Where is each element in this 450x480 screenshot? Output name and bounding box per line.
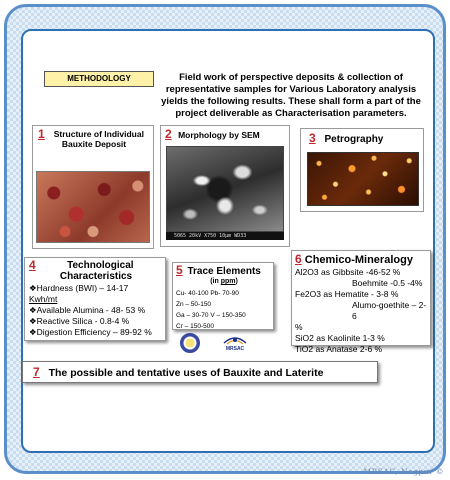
panel-number: 2: [165, 127, 172, 141]
panel-trace-elements: [172, 262, 274, 330]
trace-line: Zn – 50-150: [176, 301, 212, 308]
panel-number: 7: [33, 365, 40, 379]
panel-title: Trace Elements: [187, 266, 261, 277]
trace-line: Ga – 30-70 V – 150-350: [176, 312, 246, 319]
panel-number: 3: [309, 131, 316, 145]
petrography-photo: [307, 152, 419, 206]
bauxite-deposit-photo: [36, 171, 150, 243]
satellite-icon: [222, 333, 248, 347]
chem-line: Al2O3 as Gibbsite -46-52 %: [295, 267, 401, 277]
methodology-label: METHODOLOGY: [44, 71, 154, 87]
panel-title: Structure of Individual Bauxite Deposit: [53, 129, 144, 149]
chem-line: SiO2 as Kaolinite 1-3 %: [295, 333, 385, 343]
tech-item: ❖Digestion Efficiency – 89-92 %: [29, 327, 152, 337]
panel-number: 4: [29, 258, 36, 272]
trace-line: Cr – 150-500: [176, 323, 214, 330]
methodology-intro: Field work of perspective deposits & collection of representative samples for Various Laboratory analysis yields the following results. These shall form a part of the project deliverable as Characterisation parameters.: [161, 72, 421, 119]
panel-technological: [24, 257, 166, 341]
footer-credit: MRSAC, Nagpur ©: [363, 467, 444, 476]
chem-line: Alumo-goethite – 2-6: [352, 300, 427, 321]
institute-logo: [180, 333, 200, 353]
chem-line: Fe2O3 as Hematite - 3-8 %: [295, 289, 399, 299]
mrsac-logo-text: MRSAC: [225, 346, 245, 352]
tech-item: ❖Hardness (BWI) – 14-17: [29, 283, 129, 293]
panel-number: 1: [38, 127, 45, 141]
panel-chemico-mineralogy: [291, 250, 431, 354]
sem-micrograph: [166, 146, 284, 232]
panel-uses: [22, 361, 378, 383]
chem-line: %: [295, 322, 303, 332]
unit-note: (in ppm): [210, 278, 238, 285]
chem-line: Boehmite -0.5 -4%: [352, 278, 423, 288]
trace-line: Cu- 40-100 Pb- 70-90: [176, 290, 239, 297]
panel-number: 6: [295, 252, 302, 266]
tech-item: ❖Reactive Silica - 0.8-4 %: [29, 316, 130, 326]
panel-title: The possible and tentative uses of Bauxite and Laterite: [48, 367, 324, 379]
panel-title: Chemico-Mineralogy: [304, 254, 413, 266]
panel-title: Petrography: [324, 134, 384, 145]
panel-title: Technological Characteristics: [59, 260, 134, 282]
panel-title: Morphology by SEM: [178, 130, 260, 140]
mrsac-logo: [222, 333, 248, 353]
chem-line: TiO2 as Anatase 2-6 %: [295, 344, 383, 354]
sem-caption-bar: 5065 20kV X750 10µm WD33: [166, 232, 284, 240]
tech-item: Kwh/mt: [29, 294, 58, 304]
panel-number: 5: [176, 263, 183, 277]
tech-item: ❖Available Alumina - 48- 53 %: [29, 305, 146, 315]
